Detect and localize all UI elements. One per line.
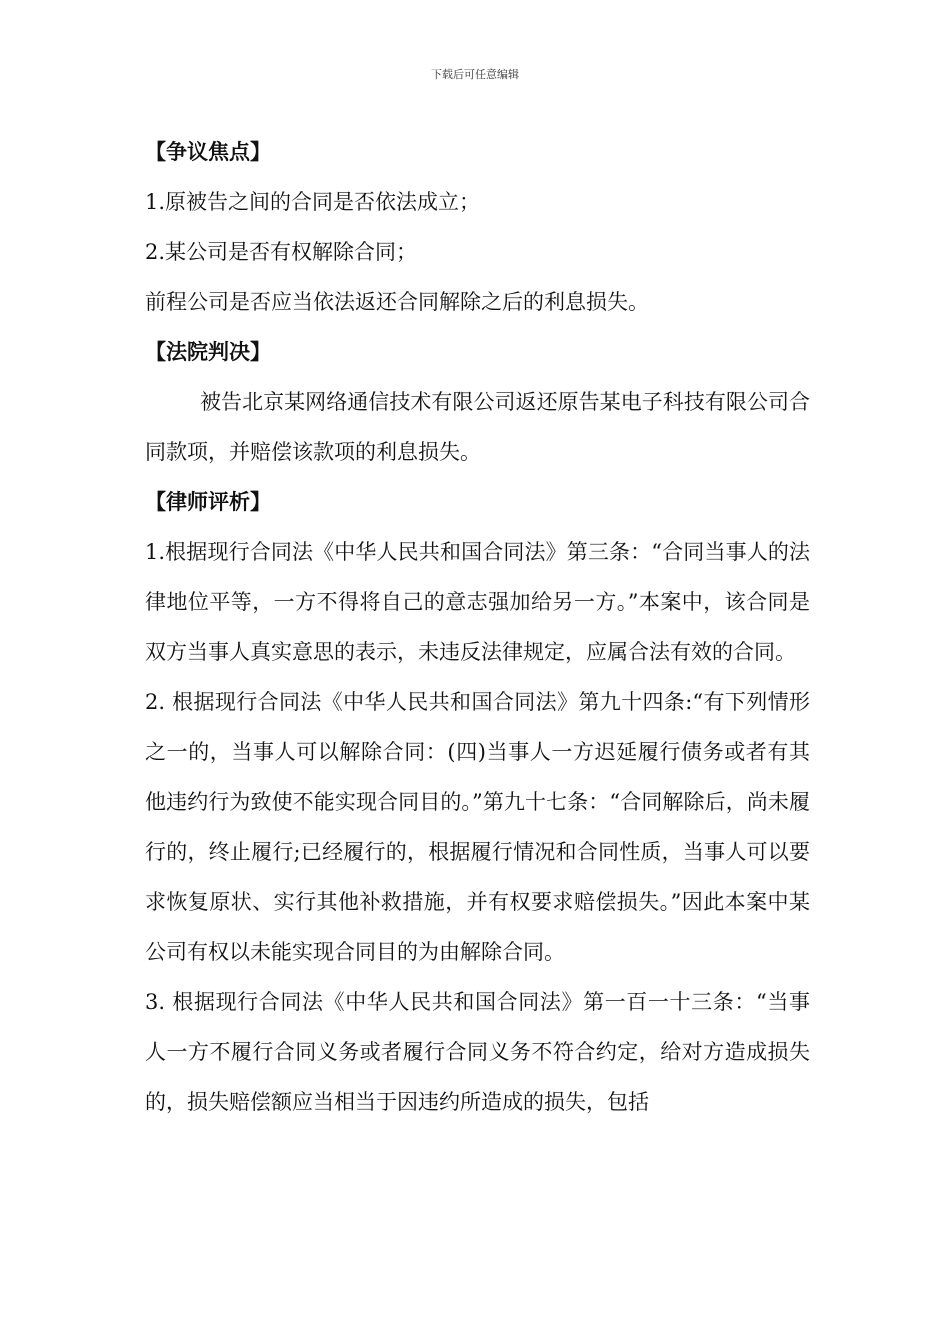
paragraph: 2. 根据现行合同法《中华人民共和国合同法》第九十四条:“有下列情形之一的，当事人可以解除合同：(四)当事人一方迟延履行债务或者有其他违约行为致使不能实现合同目的。”第九十七条：“合同解除后，尚未履行的，终止履行;已经履行的，根据履行情况和合同性质，当事人可以要求恢复原状、实行其他补救措施，并有权要求赔偿损失。”因此本案中某公司有权以未能实现合同目的为由解除合同。	[145, 690, 810, 964]
paragraph: 1.根据现行合同法《中华人民共和国合同法》第三条：“合同当事人的法律地位平等，一方不得将自己的意志强加给另一方。”本案中，该合同是双方当事人真实意思的表示，未违反法律规定，应属合法有效的合同。	[145, 540, 810, 664]
paragraph: 1.原被告之间的合同是否依法成立；	[145, 190, 481, 214]
document-body	[145, 127, 810, 1127]
section-heading-court-judgment: 【法院判决】	[145, 340, 271, 364]
section-heading-dispute-focus: 【争议焦点】	[145, 140, 271, 164]
paragraph: 被告北京某网络通信技术有限公司返还原告某电子科技有限公司合同款项，并赔偿该款项的利息损失。	[145, 390, 810, 464]
page-header: 下载后可任意编辑	[431, 68, 519, 81]
section-heading-lawyer-comment: 【律师评析】	[145, 490, 271, 514]
paragraph: 前程公司是否应当依法返还合同解除之后的利息损失。	[145, 290, 649, 314]
paragraph: 2.某公司是否有权解除合同；	[145, 240, 418, 264]
paragraph: 3. 根据现行合同法《中华人民共和国合同法》第一百一十三条：“当事人一方不履行合同义务或者履行合同义务不符合约定，给对方造成损失的，损失赔偿额应当相当于因违约所造成的损失，包括	[145, 990, 810, 1114]
